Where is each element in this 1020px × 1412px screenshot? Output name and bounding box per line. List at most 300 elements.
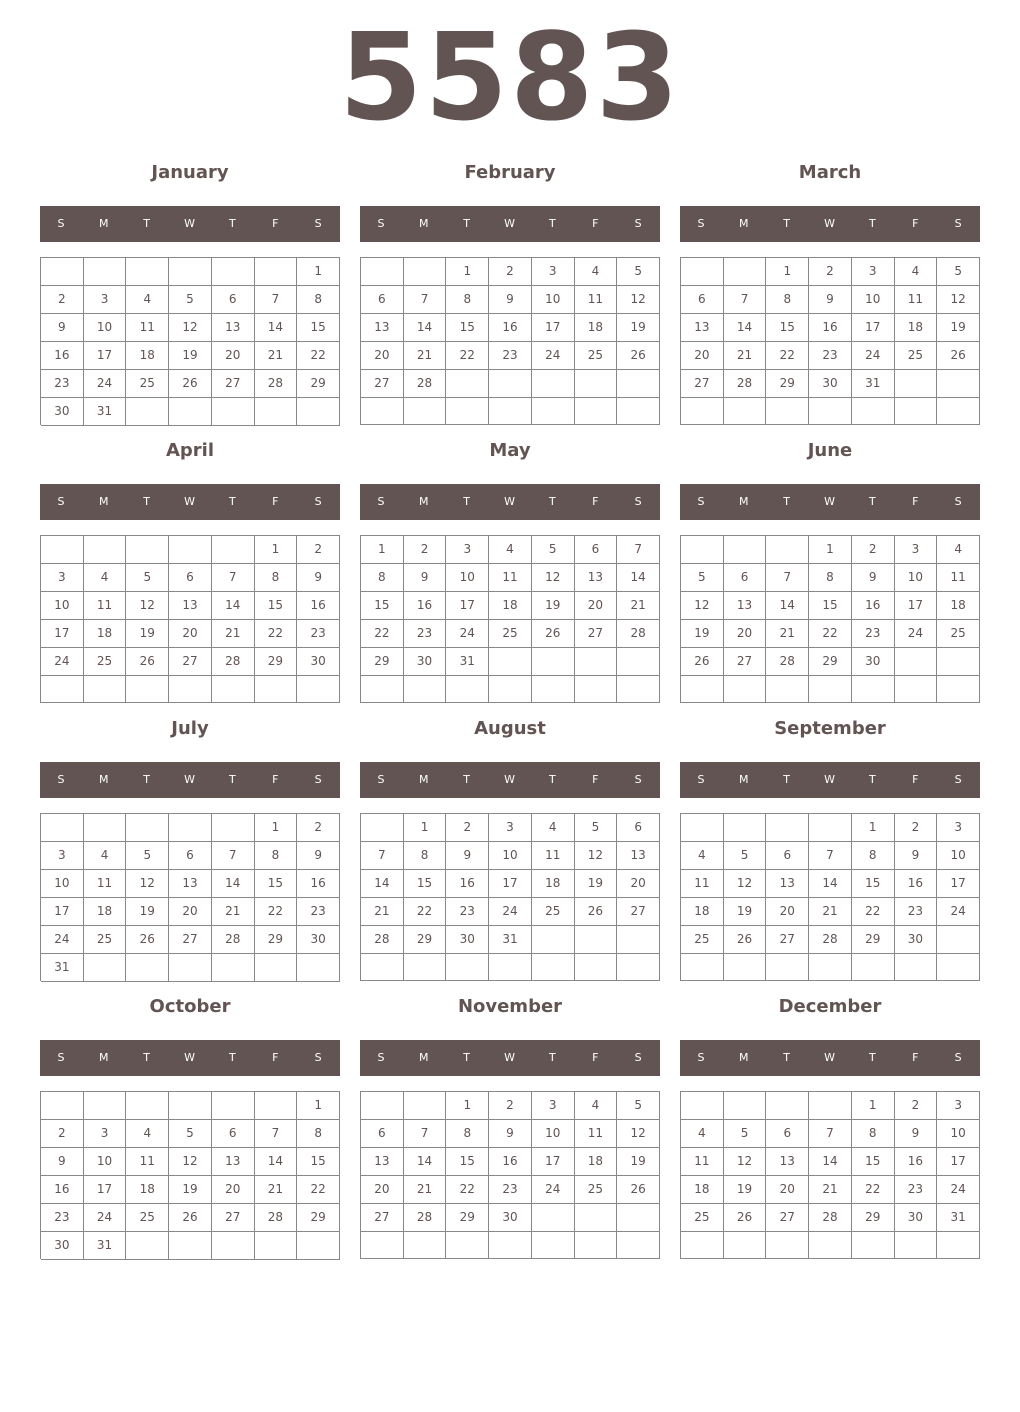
day-cell: 9: [41, 314, 84, 342]
day-cell: 6: [361, 286, 404, 314]
day-cell: 11: [895, 286, 938, 314]
day-cell: 15: [255, 592, 298, 620]
weekday-label: S: [314, 217, 323, 230]
day-cell: 28: [255, 370, 298, 398]
weekday-label: S: [634, 1051, 643, 1064]
empty-cell: [212, 536, 255, 564]
weekday-label: S: [954, 1051, 963, 1064]
empty-cell: [617, 1204, 660, 1232]
day-cell: 9: [809, 286, 852, 314]
weekday-label: W: [504, 1051, 516, 1064]
day-cell: 25: [489, 620, 532, 648]
weekday-label: M: [419, 495, 430, 508]
day-cell: 31: [446, 648, 489, 676]
weekday-label: T: [463, 217, 472, 230]
empty-cell: [895, 676, 938, 703]
weekday-label: T: [869, 1051, 877, 1064]
weekday-label: S: [954, 773, 963, 786]
empty-cell: [404, 398, 447, 425]
day-cell: 8: [255, 842, 298, 870]
weekday-label: T: [229, 773, 237, 786]
day-cell: 14: [404, 1148, 447, 1176]
weekday-label: S: [954, 217, 963, 230]
day-cell: 19: [617, 314, 660, 342]
empty-cell: [126, 258, 169, 286]
day-cell: 12: [937, 286, 980, 314]
empty-cell: [532, 398, 575, 425]
empty-cell: [255, 1092, 298, 1120]
empty-cell: [126, 536, 169, 564]
day-cell: 13: [361, 1148, 404, 1176]
day-cell: 9: [297, 564, 340, 592]
weekday-label: S: [634, 217, 643, 230]
weekday-label: F: [272, 773, 280, 786]
day-cell: 31: [84, 398, 127, 426]
day-cell: 7: [809, 842, 852, 870]
weekday-label: M: [99, 217, 110, 230]
day-cell: 4: [895, 258, 938, 286]
day-cell: 30: [41, 1232, 84, 1260]
weekday-label: S: [697, 773, 706, 786]
empty-cell: [169, 954, 212, 982]
day-cell: 15: [297, 314, 340, 342]
empty-cell: [361, 676, 404, 703]
weekday-label: W: [184, 773, 196, 786]
day-cell: 13: [681, 314, 724, 342]
day-cell: 26: [169, 370, 212, 398]
day-cell: 27: [212, 1204, 255, 1232]
day-cell: 14: [404, 314, 447, 342]
day-cell: 17: [489, 870, 532, 898]
day-cell: 5: [617, 1092, 660, 1120]
empty-cell: [724, 954, 767, 981]
day-cell: 31: [41, 954, 84, 982]
day-cell: 2: [809, 258, 852, 286]
day-cell: 17: [446, 592, 489, 620]
empty-cell: [724, 398, 767, 425]
empty-cell: [126, 1232, 169, 1260]
weekday-label: M: [739, 1051, 750, 1064]
day-cell: 20: [617, 870, 660, 898]
day-cell: 26: [126, 926, 169, 954]
empty-cell: [126, 676, 169, 703]
empty-cell: [532, 676, 575, 703]
empty-cell: [489, 1232, 532, 1259]
day-cell: 10: [852, 286, 895, 314]
day-cell: 22: [446, 342, 489, 370]
empty-cell: [809, 398, 852, 425]
day-cell: 28: [361, 926, 404, 954]
day-cell: 20: [766, 1176, 809, 1204]
day-cell: 22: [255, 898, 298, 926]
weekday-label: F: [272, 1051, 280, 1064]
day-cell: 16: [489, 1148, 532, 1176]
day-cell: 11: [126, 1148, 169, 1176]
weekday-label: W: [824, 1051, 836, 1064]
day-cell: 5: [126, 842, 169, 870]
day-cell: 5: [617, 258, 660, 286]
day-cell: 10: [937, 842, 980, 870]
day-cell: 24: [84, 1204, 127, 1232]
day-cell: 3: [84, 1120, 127, 1148]
day-cell: 28: [809, 1204, 852, 1232]
day-cell: 4: [84, 564, 127, 592]
day-cell: 17: [937, 1148, 980, 1176]
weekday-label: T: [143, 1051, 152, 1064]
weekday-header: [680, 206, 980, 242]
empty-cell: [126, 814, 169, 842]
empty-cell: [617, 370, 660, 398]
empty-cell: [404, 954, 447, 981]
day-cell: 18: [575, 314, 618, 342]
empty-cell: [724, 1092, 767, 1120]
day-cell: 10: [489, 842, 532, 870]
day-cell: 25: [84, 648, 127, 676]
weekday-label: M: [739, 495, 750, 508]
day-cell: 3: [489, 814, 532, 842]
day-cell: 18: [84, 898, 127, 926]
weekday-label: T: [143, 495, 152, 508]
empty-cell: [617, 676, 660, 703]
day-cell: 1: [809, 536, 852, 564]
empty-cell: [724, 258, 767, 286]
day-cell: 15: [766, 314, 809, 342]
day-cell: 16: [297, 592, 340, 620]
weekday-header: [360, 1040, 660, 1076]
day-cell: 11: [575, 1120, 618, 1148]
day-cell: 4: [681, 1120, 724, 1148]
day-cell: 13: [575, 564, 618, 592]
month-name: April: [165, 440, 215, 461]
day-grid: [360, 1091, 660, 1259]
day-cell: 21: [255, 1176, 298, 1204]
month-name: June: [807, 440, 853, 461]
day-cell: 23: [852, 620, 895, 648]
day-cell: 12: [575, 842, 618, 870]
weekday-label: S: [697, 217, 706, 230]
day-cell: 5: [724, 842, 767, 870]
weekday-label: S: [697, 495, 706, 508]
weekday-label: M: [99, 495, 110, 508]
empty-cell: [84, 814, 127, 842]
day-cell: 8: [766, 286, 809, 314]
empty-cell: [169, 398, 212, 426]
empty-cell: [681, 814, 724, 842]
day-cell: 25: [937, 620, 980, 648]
day-cell: 24: [446, 620, 489, 648]
day-cell: 26: [617, 1176, 660, 1204]
weekday-header: [360, 206, 660, 242]
day-cell: 2: [489, 1092, 532, 1120]
day-cell: 12: [681, 592, 724, 620]
empty-cell: [404, 1092, 447, 1120]
day-cell: 8: [297, 1120, 340, 1148]
day-cell: 3: [532, 258, 575, 286]
day-cell: 23: [489, 342, 532, 370]
day-cell: 5: [681, 564, 724, 592]
empty-cell: [41, 1092, 84, 1120]
day-cell: 4: [532, 814, 575, 842]
empty-cell: [446, 398, 489, 425]
day-cell: 9: [852, 564, 895, 592]
day-cell: 27: [361, 1204, 404, 1232]
weekday-label: M: [419, 773, 430, 786]
day-cell: 10: [937, 1120, 980, 1148]
empty-cell: [126, 1092, 169, 1120]
weekday-label: W: [824, 773, 836, 786]
day-cell: 15: [404, 870, 447, 898]
day-cell: 16: [895, 870, 938, 898]
weekday-label: M: [99, 773, 110, 786]
empty-cell: [41, 258, 84, 286]
day-cell: 15: [446, 1148, 489, 1176]
day-cell: 11: [489, 564, 532, 592]
day-cell: 9: [895, 842, 938, 870]
empty-cell: [255, 676, 298, 703]
day-cell: 26: [575, 898, 618, 926]
empty-cell: [575, 370, 618, 398]
day-cell: 9: [489, 1120, 532, 1148]
day-cell: 6: [681, 286, 724, 314]
day-cell: 15: [809, 592, 852, 620]
weekday-label: S: [57, 217, 66, 230]
day-cell: 10: [446, 564, 489, 592]
day-cell: 28: [404, 1204, 447, 1232]
day-cell: 9: [41, 1148, 84, 1176]
day-cell: 16: [404, 592, 447, 620]
empty-cell: [404, 258, 447, 286]
day-cell: 12: [617, 1120, 660, 1148]
empty-cell: [255, 1232, 298, 1260]
day-cell: 3: [937, 814, 980, 842]
day-cell: 1: [852, 1092, 895, 1120]
weekday-label: S: [314, 1051, 323, 1064]
day-cell: 28: [724, 370, 767, 398]
empty-cell: [575, 1204, 618, 1232]
day-cell: 14: [255, 1148, 298, 1176]
empty-cell: [937, 1232, 980, 1259]
empty-cell: [852, 398, 895, 425]
day-cell: 27: [681, 370, 724, 398]
empty-cell: [212, 676, 255, 703]
empty-cell: [766, 1092, 809, 1120]
day-grid: [360, 813, 660, 981]
day-cell: 1: [446, 258, 489, 286]
day-cell: 22: [766, 342, 809, 370]
empty-cell: [361, 954, 404, 981]
day-cell: 13: [766, 1148, 809, 1176]
weekday-label: S: [634, 495, 643, 508]
day-cell: 16: [446, 870, 489, 898]
weekday-label: W: [824, 495, 836, 508]
empty-cell: [169, 676, 212, 703]
day-cell: 8: [852, 1120, 895, 1148]
weekday-label: M: [739, 217, 750, 230]
day-cell: 17: [532, 314, 575, 342]
day-cell: 3: [446, 536, 489, 564]
day-cell: 2: [41, 1120, 84, 1148]
day-cell: 7: [212, 842, 255, 870]
day-cell: 26: [724, 926, 767, 954]
weekday-label: F: [912, 217, 920, 230]
day-cell: 27: [212, 370, 255, 398]
day-cell: 12: [126, 592, 169, 620]
empty-cell: [446, 676, 489, 703]
day-cell: 19: [126, 620, 169, 648]
day-grid: [40, 535, 340, 703]
month-name: January: [151, 162, 229, 183]
weekday-label: T: [549, 1051, 557, 1064]
day-cell: 30: [297, 648, 340, 676]
empty-cell: [681, 1232, 724, 1259]
empty-cell: [404, 1232, 447, 1259]
day-cell: 21: [212, 620, 255, 648]
empty-cell: [724, 1232, 767, 1259]
day-cell: 10: [84, 1148, 127, 1176]
month-name: October: [149, 996, 231, 1017]
weekday-label: S: [57, 1051, 66, 1064]
empty-cell: [489, 676, 532, 703]
day-cell: 17: [84, 1176, 127, 1204]
empty-cell: [169, 536, 212, 564]
day-cell: 16: [41, 342, 84, 370]
day-cell: 22: [297, 1176, 340, 1204]
day-cell: 27: [766, 1204, 809, 1232]
day-cell: 7: [212, 564, 255, 592]
day-cell: 22: [255, 620, 298, 648]
weekday-label: T: [463, 1051, 472, 1064]
weekday-label: S: [377, 773, 386, 786]
empty-cell: [895, 648, 938, 676]
day-cell: 20: [766, 898, 809, 926]
day-cell: 21: [724, 342, 767, 370]
day-cell: 7: [617, 536, 660, 564]
day-cell: 15: [852, 870, 895, 898]
day-cell: 15: [297, 1148, 340, 1176]
empty-cell: [809, 954, 852, 981]
day-cell: 15: [852, 1148, 895, 1176]
empty-cell: [255, 398, 298, 426]
day-cell: 16: [297, 870, 340, 898]
weekday-label: M: [419, 1051, 430, 1064]
day-cell: 5: [575, 814, 618, 842]
day-cell: 27: [724, 648, 767, 676]
day-cell: 12: [169, 1148, 212, 1176]
empty-cell: [532, 1204, 575, 1232]
empty-cell: [212, 814, 255, 842]
day-cell: 2: [489, 258, 532, 286]
day-cell: 29: [255, 926, 298, 954]
day-cell: 24: [937, 1176, 980, 1204]
day-cell: 5: [126, 564, 169, 592]
empty-cell: [852, 954, 895, 981]
empty-cell: [724, 676, 767, 703]
empty-cell: [852, 1232, 895, 1259]
day-cell: 12: [617, 286, 660, 314]
empty-cell: [297, 1232, 340, 1260]
month-name: February: [464, 162, 556, 183]
empty-cell: [84, 258, 127, 286]
day-cell: 7: [361, 842, 404, 870]
weekday-label: S: [697, 1051, 706, 1064]
day-cell: 19: [681, 620, 724, 648]
day-cell: 6: [617, 814, 660, 842]
day-cell: 21: [361, 898, 404, 926]
weekday-header: [360, 484, 660, 520]
day-cell: 29: [404, 926, 447, 954]
day-cell: 11: [681, 870, 724, 898]
weekday-label: S: [57, 495, 66, 508]
day-cell: 25: [895, 342, 938, 370]
day-cell: 1: [361, 536, 404, 564]
empty-cell: [575, 676, 618, 703]
empty-cell: [724, 814, 767, 842]
day-cell: 21: [212, 898, 255, 926]
empty-cell: [766, 536, 809, 564]
empty-cell: [446, 1232, 489, 1259]
day-cell: 6: [575, 536, 618, 564]
day-cell: 20: [361, 1176, 404, 1204]
day-cell: 9: [895, 1120, 938, 1148]
weekday-label: F: [592, 217, 600, 230]
day-cell: 21: [809, 1176, 852, 1204]
month-name: August: [474, 718, 546, 739]
weekday-label: T: [869, 773, 877, 786]
day-cell: 22: [297, 342, 340, 370]
weekday-label: S: [377, 495, 386, 508]
day-cell: 13: [617, 842, 660, 870]
day-grid: [680, 257, 980, 425]
day-cell: 18: [532, 870, 575, 898]
day-cell: 12: [126, 870, 169, 898]
day-grid: [680, 535, 980, 703]
empty-cell: [41, 814, 84, 842]
empty-cell: [895, 1232, 938, 1259]
empty-cell: [489, 648, 532, 676]
day-cell: 11: [126, 314, 169, 342]
weekday-label: F: [912, 1051, 920, 1064]
day-cell: 11: [84, 592, 127, 620]
day-cell: 29: [446, 1204, 489, 1232]
day-cell: 18: [126, 342, 169, 370]
weekday-label: S: [634, 773, 643, 786]
weekday-label: F: [592, 773, 600, 786]
day-cell: 4: [681, 842, 724, 870]
empty-cell: [361, 1092, 404, 1120]
day-cell: 14: [809, 1148, 852, 1176]
weekday-label: T: [463, 495, 472, 508]
day-cell: 3: [532, 1092, 575, 1120]
day-cell: 23: [809, 342, 852, 370]
month-name: March: [798, 162, 862, 183]
empty-cell: [852, 676, 895, 703]
day-cell: 9: [489, 286, 532, 314]
day-cell: 3: [937, 1092, 980, 1120]
day-cell: 4: [126, 1120, 169, 1148]
day-cell: 27: [169, 648, 212, 676]
day-cell: 24: [489, 898, 532, 926]
weekday-label: F: [272, 495, 280, 508]
day-cell: 7: [766, 564, 809, 592]
day-cell: 3: [895, 536, 938, 564]
day-grid: [40, 1091, 340, 1259]
day-cell: 8: [297, 286, 340, 314]
empty-cell: [937, 370, 980, 398]
weekday-label: T: [229, 217, 237, 230]
day-cell: 6: [212, 1120, 255, 1148]
empty-cell: [575, 648, 618, 676]
day-cell: 11: [681, 1148, 724, 1176]
